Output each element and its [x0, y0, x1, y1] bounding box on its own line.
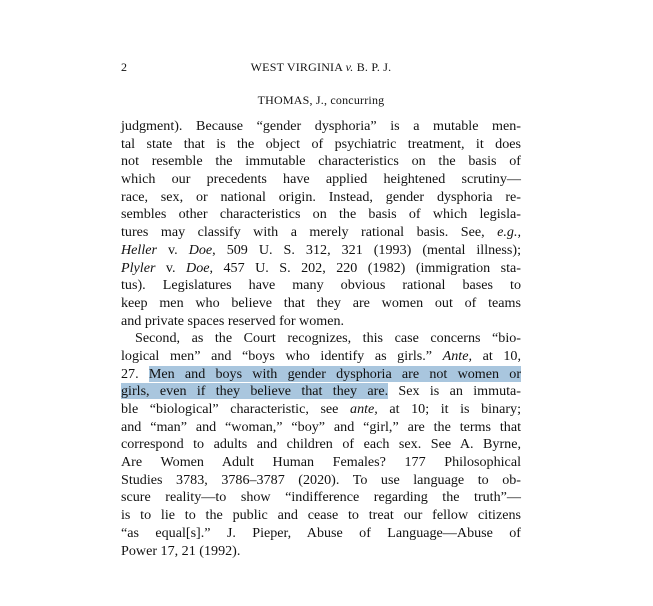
paragraph-2-line-9: Studies 3783, 3786–3787 (2020). To use language to ob-	[121, 471, 521, 488]
paragraph-2-line-11: is to lie to the public and cease to treat our fellow citizens	[121, 507, 521, 524]
highlighted-text: girls, even if they believe that they are.	[121, 383, 389, 400]
highlighted-text: Men and boys with gender dysphoria are not women or	[148, 365, 522, 382]
paragraph-2-line-7: correspond to adults and children of each sex. See A. Byrne,	[121, 436, 521, 453]
paragraph-1-line-3: not resemble the immutable characteristics on the basis of	[121, 153, 521, 170]
paragraph-2-line-3: 27. Men and boys with gender dysphoria are not women or	[121, 365, 522, 382]
page-number: 2	[121, 60, 128, 74]
paragraph-1-line-7: tures may classify with a merely rational basis. See, e.g.,	[121, 224, 521, 241]
paragraph-2-line-10: scure reality—to show “indifference regarding the truth”—	[121, 489, 521, 506]
paragraph-1-line-5: race, sex, or national origin. Instead, gender dysphoria re-	[121, 188, 521, 205]
paragraph-2-line-1: Second, as the Court recognizes, this case concerns “bio-	[135, 330, 521, 347]
paragraph-1-line-8: Heller v. Doe, 509 U. S. 312, 321 (1993) (mental illness);	[121, 241, 522, 258]
paragraph-1-line-2: tal state that is the object of psychiatric treatment, it does	[121, 135, 521, 152]
paragraph-2-line-5: ble “biological” characteristic, see ante, at 10; it is binary;	[121, 401, 521, 417]
paragraph-2-line-2: logical men” and “boys who identify as girls.” Ante, at 10,	[121, 347, 521, 364]
paragraph-2-line-6: and “man” and “woman,” “boy” and “girl,” are the terms that	[121, 418, 521, 435]
opinion-body	[121, 118, 521, 560]
running-head	[121, 60, 521, 78]
paragraph-1-line-1: judgment). Because “gender dysphoria” is a mutable men-	[121, 118, 521, 134]
document-page	[121, 60, 521, 580]
paragraph-1-line-11: keep men who believe that they are women out of teams	[121, 294, 521, 311]
paragraph-2-line-8: Are Women Adult Human Females? 177 Philosophical	[121, 454, 521, 471]
case-title: WEST VIRGINIA v. B. P. J.	[250, 60, 392, 74]
opinion-label: THOMAS, J., concurring	[257, 93, 385, 107]
paragraph-2-line-13: Power 17, 21 (1992).	[121, 542, 241, 559]
paragraph-1-line-6: sembles other characteristics on the basis of which legisla-	[121, 206, 521, 223]
paragraph-2-line-4: girls, even if they believe that they are. Sex is an immuta-	[121, 383, 521, 400]
paragraph-1-line-10: tus). Legislatures have many obvious rational bases to	[121, 277, 521, 294]
paragraph-1-line-12: and private spaces reserved for women.	[121, 312, 345, 329]
paragraph-2-line-12: “as equal[s].” J. Pieper, Abuse of Language—Abuse of	[121, 524, 521, 541]
paragraph-1-line-4: which our precedents have applied heightened scrutiny—	[121, 171, 521, 188]
paragraph-1-line-9: Plyler v. Doe, 457 U. S. 202, 220 (1982) (immigration sta-	[121, 259, 522, 276]
